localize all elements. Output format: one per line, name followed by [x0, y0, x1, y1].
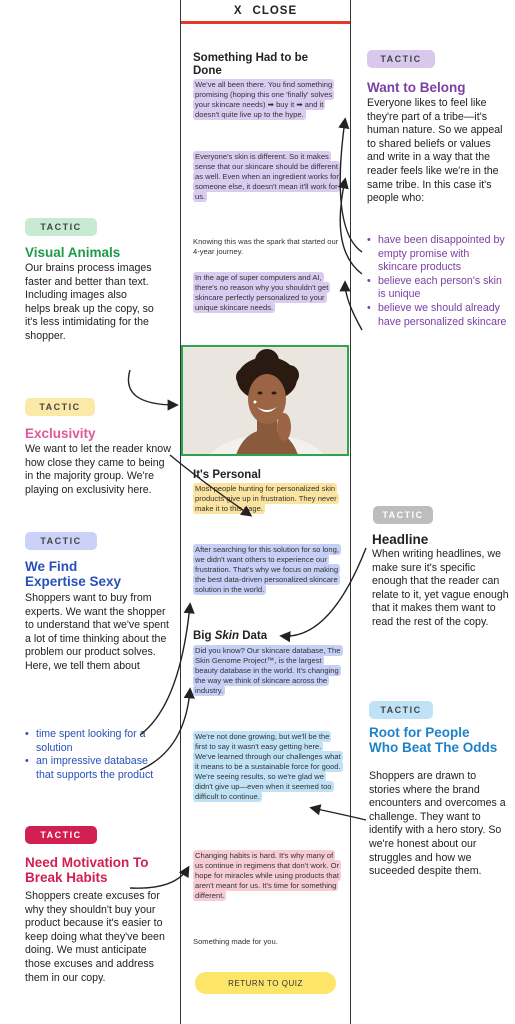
tactic-body-visual: Our brains process images faster and better than text. Including images also helps break up the copy, so it's less intimidating for the shopper. [25, 262, 154, 342]
copy-block-frustration: Most people hunting for personalized skin products give up in frustration. They never make it to this page. [195, 484, 337, 513]
tactic-badge-visual: TACTIC [25, 218, 97, 236]
close-icon: X [233, 4, 243, 17]
close-label: CLOSE [252, 4, 298, 17]
return-to-quiz-button[interactable]: RETURN TO QUIZ [195, 972, 336, 994]
tactic-body-root: Shoppers are drawn to stories where the brand encounters and overcomes a challenge. They want to identify with a hero story. So we're honest about our struggles and how we suceeded despite them. [369, 770, 506, 878]
tactic-badge-belong: TACTIC [367, 50, 435, 68]
tactic-badge-root: TACTIC [369, 701, 433, 719]
tactic-title-habits: Need Motivation To Break Habits [25, 855, 149, 885]
tactic-body-habits: Shoppers create excuses for why they shouldn't buy your product because it's easier to keep doing what they've been doing. We must anticipate those excuses and address them in our copy. [25, 890, 165, 984]
tactic-title-root: Root for People Who Beat The Odds [369, 725, 498, 755]
tactic-title-visual: Visual Animals [25, 245, 121, 260]
copy-block-data-driven: After searching for this solution for so long, we didn't want others to experience our frustration. That's why we focus on making the best data-driven personalized skincare solution in the world. [195, 545, 339, 594]
list-item: • time spent looking for a solution [25, 728, 165, 755]
tactic-badge-expertise: TACTIC [25, 532, 97, 550]
tactic-badge-exclusivity: TACTIC [25, 398, 95, 416]
phone-mockup [180, 0, 351, 1024]
copy-block-made-for-you: Something made for you. [193, 937, 278, 946]
copy-block-journey: Knowing this was the spark that started our 4-year journey. [193, 237, 339, 256]
copy-block-hype: We've all been there. You find something promising (hoping this one 'finally' solves your skincare needs) ➡ buy it ➡ and it doesn't quite live up to the hype. [195, 80, 333, 119]
copy-block-challenges: We're not done growing, but we'll be the first to say it wasn't easy getting here. We've learned through our challenges what it means to be a sustainable force for good. We're seeing results, so we're glad we didn't give up—even when it seemed too difficult to continue. [195, 732, 341, 801]
tactic-body-expertise: Shoppers want to buy from experts. We want the shopper to understand that we've spent a lot of time thinking about the problem our product solves. Here, we tell them about [25, 592, 169, 672]
section-title-personal: It's Personal [193, 469, 261, 481]
section-title-big-skin-data: Big Skin Data [193, 630, 268, 642]
list-item: • have been disappointed by empty promise with skincare products [367, 234, 509, 275]
tactic-list-expertise [25, 728, 165, 782]
model-photo [181, 345, 349, 456]
section-title-something-had: Something Had to be Done [193, 52, 308, 77]
list-item: • an impressive database that supports the product [25, 755, 165, 782]
tactic-title-expertise: We Find Expertise Sexy [25, 559, 122, 589]
tactic-body-headline: When writing headlines, we make sure it's specific enough that the reader can relate to it, yet vague enough that it makes them want to read the rest of the copy. [372, 548, 509, 628]
copy-block-skin-different: Everyone's skin is different. So it makes sense that our skincare should be different as well. Even when an ingredient works for someone else, it doesn't mean it'll work for us. [195, 152, 339, 201]
tactic-badge-headline: TACTIC [373, 506, 433, 524]
close-button[interactable] [181, 0, 350, 24]
list-item: • believe each person's skin is unique [367, 275, 509, 302]
tactic-list-belong [367, 234, 509, 329]
woman-portrait-image [183, 347, 349, 456]
tactic-body-exclusivity: We want to let the reader know how close they came to being in the majority group. We're playing on exclusivity here. [25, 443, 171, 496]
arrow-visual [128, 370, 176, 405]
tactic-title-belong: Want to Belong [367, 80, 466, 95]
copy-block-database: Did you know? Our skincare database, The Skin Genome Project™, is the largest beauty database in the world. It's changing the way we think of skincare across the industry. [195, 646, 341, 695]
tactic-title-exclusivity: Exclusivity [25, 426, 96, 441]
tactic-badge-habits: TACTIC [25, 826, 97, 844]
tactic-title-headline: Headline [372, 532, 429, 547]
copy-block-habits: Changing habits is hard. It's why many of us continue in regimens that don't work. Or hope for miracles while using products that aren't meant for us. It's time for something different. [195, 851, 340, 900]
tactic-body-belong: Everyone likes to feel like they're part of a tribe—it's human nature. So we appeal to shared beliefs or values and write in a way that the reader feels like we're in the same tribe. In this case it's people who: [367, 97, 503, 205]
copy-block-ai: In the age of super computers and AI, there's no reason why you shouldn't get skincare perfectly personalized to your unique skincare needs. [195, 273, 329, 312]
list-item: • believe we should already have personalized skincare [367, 302, 509, 329]
